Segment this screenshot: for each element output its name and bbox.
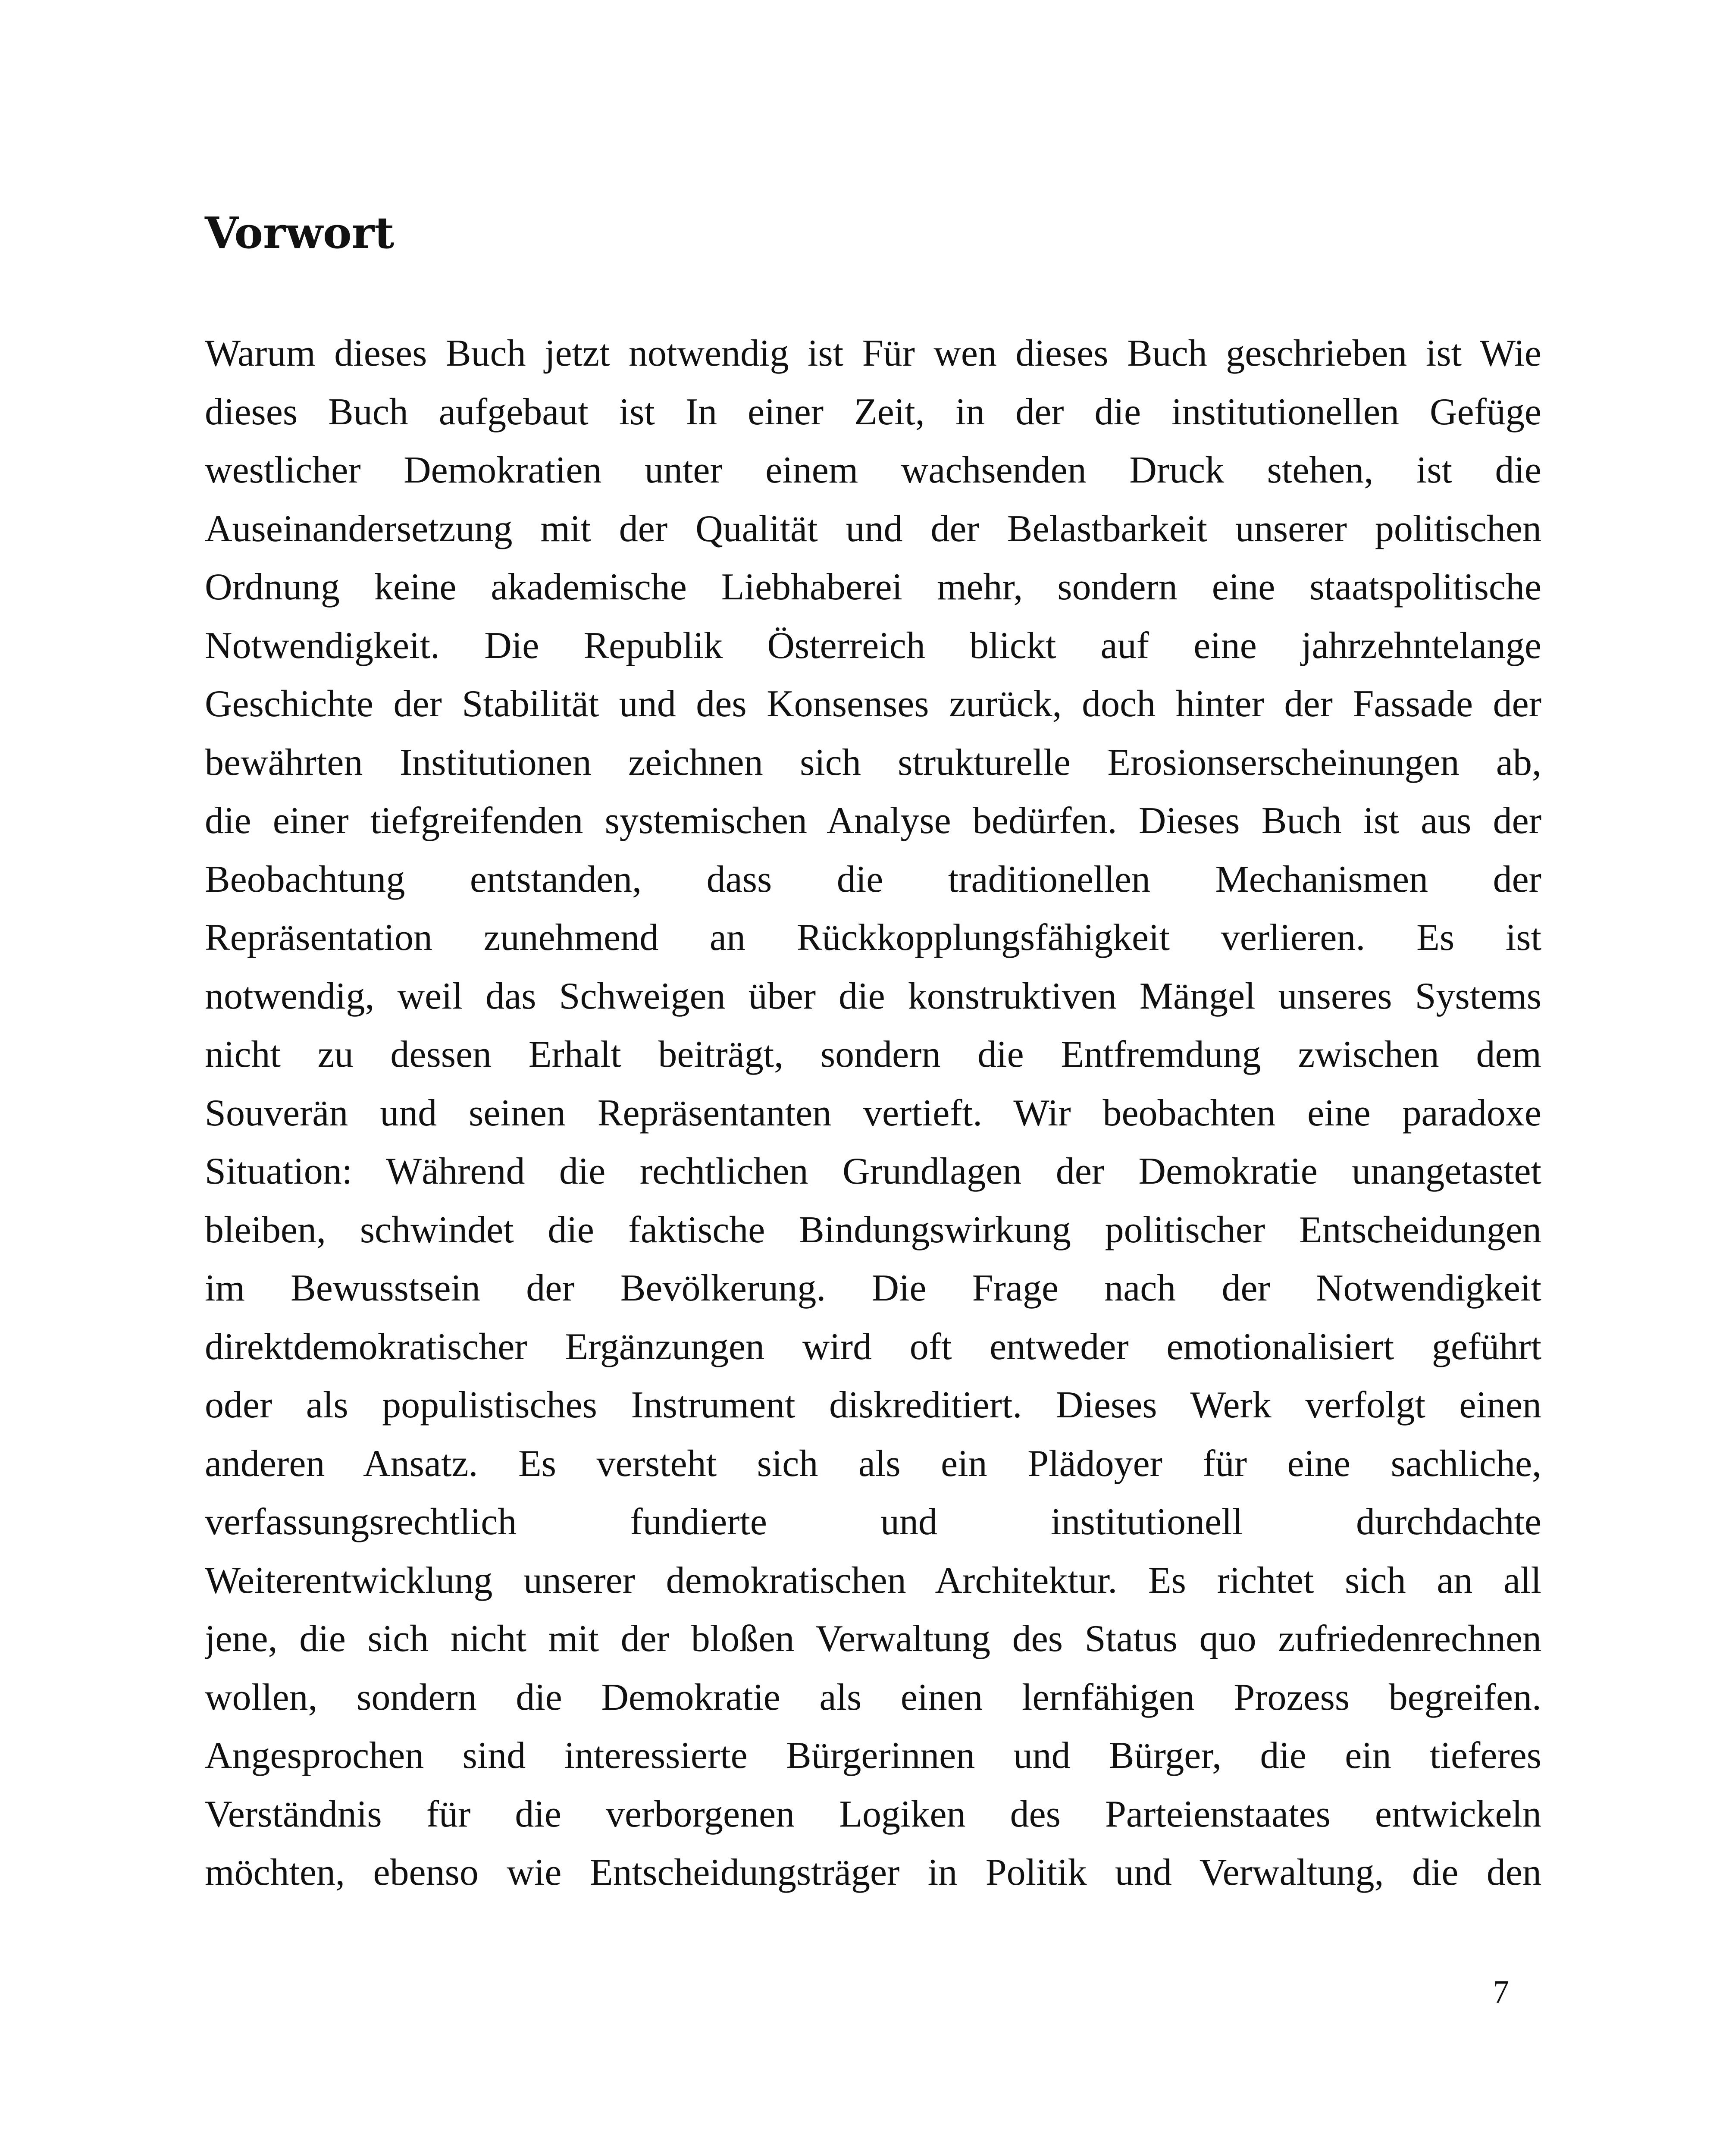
text-line: Verständnis für die verborgenen Logiken des Parteienstaates entwickeln bbox=[205, 1793, 1541, 1835]
text-line: Auseinandersetzung mit der Qualität und der Belastbarkeit unserer politischen bbox=[205, 508, 1541, 550]
text-line: bewährten Institutionen zeichnen sich strukturelle Erosionserscheinungen ab, bbox=[205, 741, 1541, 783]
text-line: Ordnung keine akademische Liebhaberei mehr, sondern eine staatspolitische bbox=[205, 566, 1541, 608]
body-paragraph bbox=[205, 324, 1541, 1902]
text-line: dieses Buch aufgebaut ist In einer Zeit, in der die institutionellen Gefüge bbox=[205, 391, 1541, 433]
text-line: bleiben, schwindet die faktische Bindungswirkung politischer Entscheidungen bbox=[205, 1209, 1541, 1251]
text-line: nicht zu dessen Erhalt beiträgt, sondern die Entfremdung zwischen dem bbox=[205, 1034, 1541, 1075]
text-line: verfassungsrechtlich fundierte und institutionell durchdachte bbox=[205, 1501, 1541, 1543]
text-line: Weiterentwicklung unserer demokratischen Architektur. Es richtet sich an all bbox=[205, 1559, 1541, 1601]
page-heading: Vorwort bbox=[205, 207, 395, 258]
text-line: anderen Ansatz. Es versteht sich als ein Plädoyer für eine sachliche, bbox=[205, 1442, 1541, 1485]
text-line: wollen, sondern die Demokratie als einen lernfähigen Prozess begreifen. bbox=[205, 1676, 1541, 1718]
text-line: jene, die sich nicht mit der bloßen Verwaltung des Status quo zufriedenrechnen bbox=[205, 1618, 1541, 1660]
text-line: Angesprochen sind interessierte Bürgerinnen und Bürger, die ein tieferes bbox=[205, 1735, 1541, 1777]
text-line: notwendig, weil das Schweigen über die konstruktiven Mängel unseres Systems bbox=[205, 975, 1541, 1017]
text-line: direktdemokratischer Ergänzungen wird oft entweder emotionalisiert geführt bbox=[205, 1326, 1541, 1368]
text-line: oder als populistisches Instrument diskreditiert. Dieses Werk verfolgt einen bbox=[205, 1384, 1541, 1426]
text-line: Geschichte der Stabilität und des Konsenses zurück, doch hinter der Fassade der bbox=[205, 683, 1541, 725]
text-line: Notwendigkeit. Die Republik Österreich blickt auf eine jahrzehntelange bbox=[205, 624, 1541, 667]
text-line: Repräsentation zunehmend an Rückkopplungsfähigkeit verlieren. Es ist bbox=[205, 917, 1541, 959]
text-line: im Bewusstsein der Bevölkerung. Die Frage nach der Notwendigkeit bbox=[205, 1267, 1541, 1309]
text-line: Beobachtung entstanden, dass die traditionellen Mechanismen der bbox=[205, 858, 1541, 900]
text-line: westlicher Demokratien unter einem wachsenden Druck stehen, ist die bbox=[205, 449, 1541, 491]
text-line: die einer tiefgreifenden systemischen Analyse bedürfen. Dieses Buch ist aus der bbox=[205, 800, 1541, 842]
text-line: möchten, ebenso wie Entscheidungsträger in Politik und Verwaltung, die den bbox=[205, 1852, 1541, 1893]
text-line: Souverän und seinen Repräsentanten vertieft. Wir beobachten eine paradoxe bbox=[205, 1092, 1541, 1134]
text-line: Warum dieses Buch jetzt notwendig ist Für wen dieses Buch geschrieben ist Wie bbox=[205, 332, 1541, 374]
page-number: 7 bbox=[1493, 1974, 1509, 2010]
text-line: Situation: Während die rechtlichen Grundlagen der Demokratie unangetastet bbox=[205, 1150, 1541, 1192]
